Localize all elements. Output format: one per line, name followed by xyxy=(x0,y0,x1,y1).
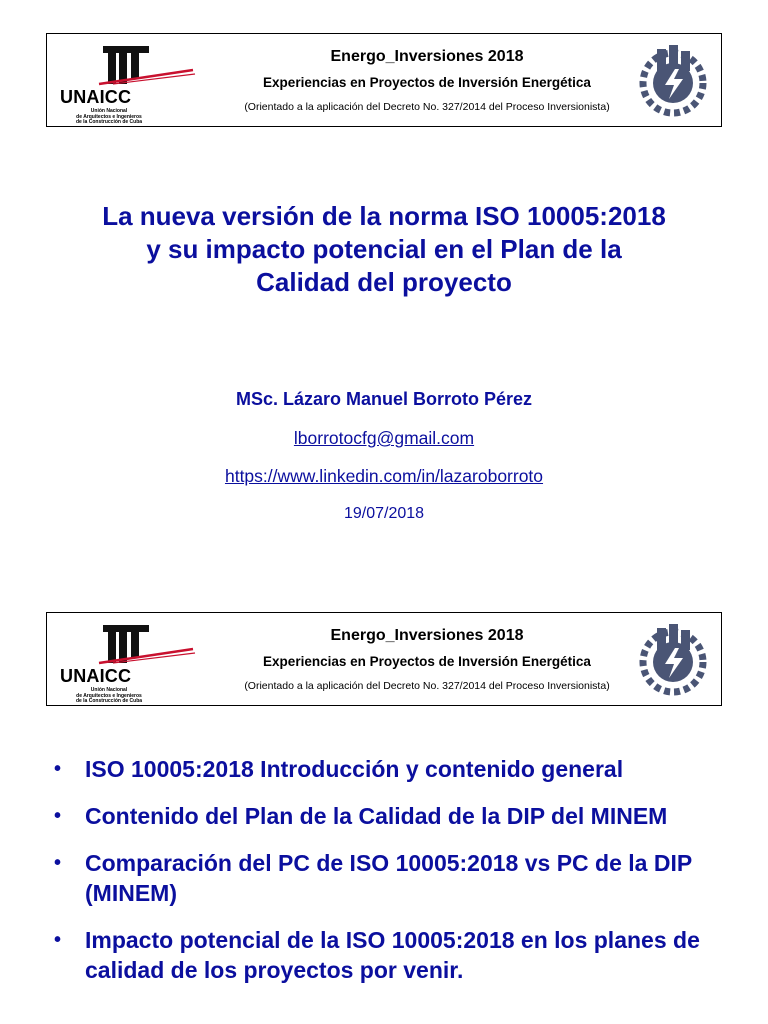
agenda-item xyxy=(52,754,742,784)
agenda-item xyxy=(52,801,742,831)
header-subtitle: Experiencias en Proyectos de Inversión Energética xyxy=(263,75,591,90)
agenda-list xyxy=(52,754,742,1002)
unaicc-logo xyxy=(53,619,203,703)
unaicc-logo-subtitle: Unión Nacional de Arquitectos e Ingenieros de la Construcción de Cuba xyxy=(75,687,143,705)
header-title: Energo_Inversiones 2018 xyxy=(330,48,524,65)
presentation-date: 19/07/2018 xyxy=(343,505,425,522)
header-title: Energo_Inversiones 2018 xyxy=(330,627,524,644)
unaicc-emblem-icon xyxy=(53,40,203,90)
bullet-icon: • xyxy=(54,805,62,827)
agenda-item-text: Impacto potencial de la ISO 10005:2018 en los planes de calidad de los proyectos por venir. xyxy=(85,927,700,983)
unaicc-emblem-icon xyxy=(53,619,203,669)
author-email-link[interactable]: lborrotocfg@gmail.com xyxy=(293,428,475,448)
unaicc-logo xyxy=(53,40,203,124)
agenda-item-text: Comparación del PC de ISO 10005:2018 vs PC de la DIP (MINEM) xyxy=(85,850,692,906)
agenda-item-text: ISO 10005:2018 Introducción y contenido general xyxy=(85,756,624,782)
unaicc-logo-subtitle: Unión Nacional de Arquitectos e Ingenieros de la Construcción de Cuba xyxy=(75,108,143,126)
header-note: (Orientado a la aplicación del Decreto No. 327/2014 del Proceso Inversionista) xyxy=(244,101,610,113)
header-note: (Orientado a la aplicación del Decreto No. 327/2014 del Proceso Inversionista) xyxy=(244,680,610,692)
bullet-icon: • xyxy=(54,929,62,951)
slide-header xyxy=(46,33,722,127)
slide-header xyxy=(46,612,722,706)
agenda-item-text: Contenido del Plan de la Calidad de la DIP del MINEM xyxy=(85,803,668,829)
linkedin-link[interactable]: https://www.linkedin.com/in/lazaroborroto xyxy=(224,466,544,486)
agenda-item xyxy=(52,848,742,908)
unaicc-logo-name: UNAICC xyxy=(60,666,132,686)
society-logo xyxy=(635,43,715,121)
gear-factory-icon xyxy=(635,622,715,700)
header-subtitle: Experiencias en Proyectos de Inversión Energética xyxy=(263,654,591,669)
agenda-item xyxy=(52,925,742,985)
bullet-icon: • xyxy=(54,758,62,780)
gear-factory-icon xyxy=(635,43,715,121)
presentation-title: La nueva versión de la norma ISO 10005:2018 y su impacto potencial en el Plan de la Calidad del proyecto xyxy=(102,201,666,297)
author-name: MSc. Lázaro Manuel Borroto Pérez xyxy=(235,389,533,409)
unaicc-logo-name: UNAICC xyxy=(60,87,132,107)
society-logo xyxy=(635,622,715,700)
bullet-icon: • xyxy=(54,852,62,874)
